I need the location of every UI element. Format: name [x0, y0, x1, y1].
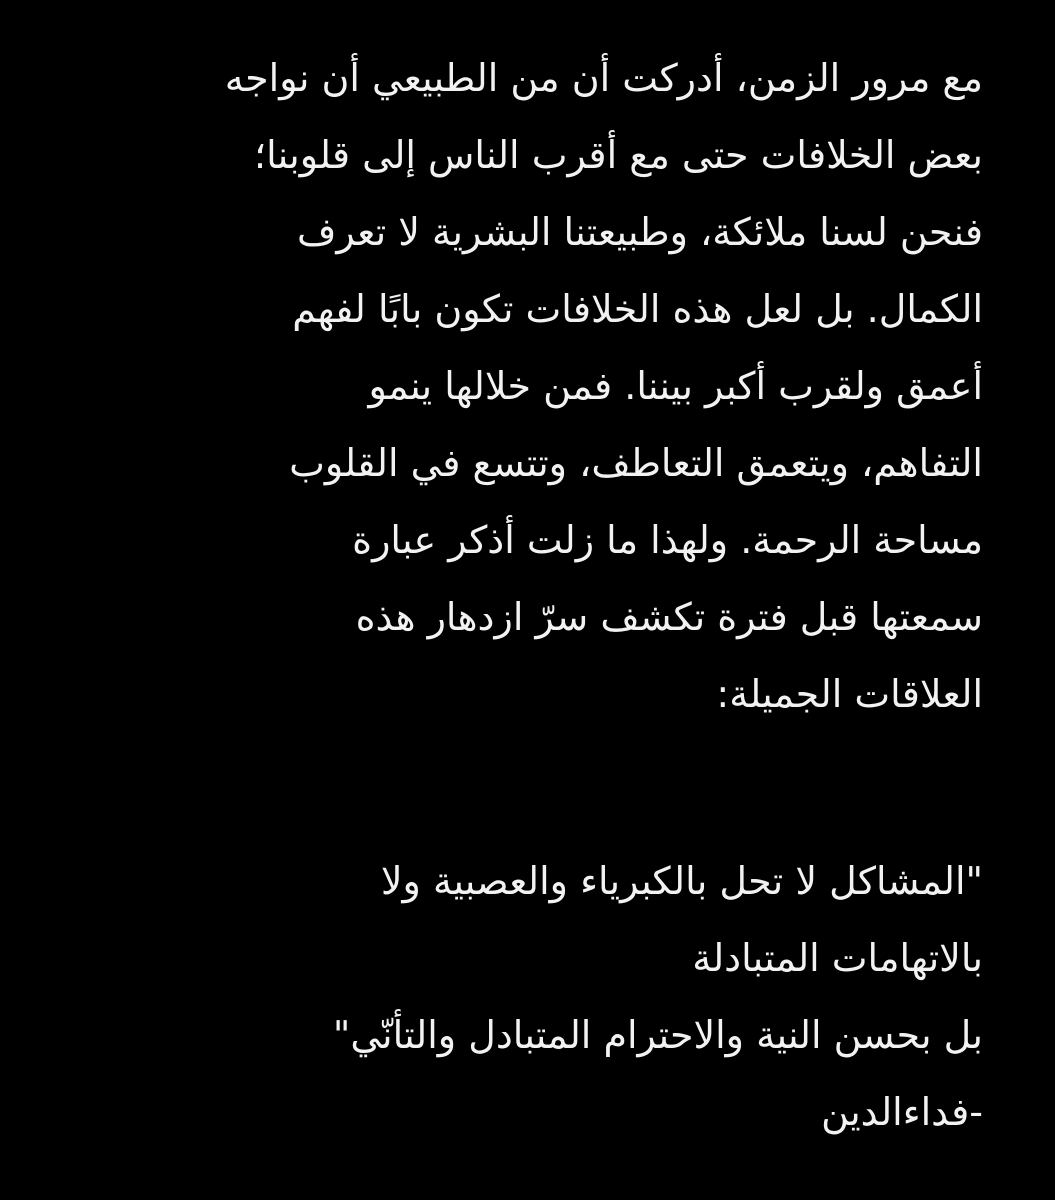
paragraph-line: العلاقات الجميلة: — [716, 672, 983, 716]
quote-attribution: -فداءالدين — [821, 1090, 983, 1134]
quote-block — [40, 843, 983, 1151]
paragraph-line: مع مرور الزمن، أدركت أن من الطبيعي أن نواجه — [224, 56, 983, 100]
paragraph-line: فنحن لسنا ملائكة، وطبيعتنا البشرية لا تعرف — [296, 210, 983, 254]
paragraph-line: سمعتها قبل فترة تكشف سرّ ازدهار هذه — [355, 595, 983, 639]
quote-line: بل بحسن النية والاحترام المتبادل والتأنّي" — [332, 1013, 983, 1057]
paragraph-line: بعض الخلافات حتى مع أقرب الناس إلى قلوبنا؛ — [254, 133, 983, 177]
paragraph-line: الكمال. بل لعل هذه الخلافات تكون بابًا لفهم — [292, 287, 983, 331]
quote-line: بالاتهامات المتبادلة — [692, 936, 983, 980]
quote-line: "المشاكل لا تحل بالكبرياء والعصبية ولا — [380, 859, 983, 903]
main-paragraph — [40, 40, 983, 733]
paragraph-line: أعمق ولقرب أكبر بيننا. فمن خلالها ينمو — [368, 364, 983, 408]
paragraph-line: مساحة الرحمة. ولهذا ما زلت أذكر عبارة — [352, 518, 983, 562]
paragraph-line: التفاهم، ويتعمق التعاطف، وتتسع في القلوب — [289, 441, 983, 485]
